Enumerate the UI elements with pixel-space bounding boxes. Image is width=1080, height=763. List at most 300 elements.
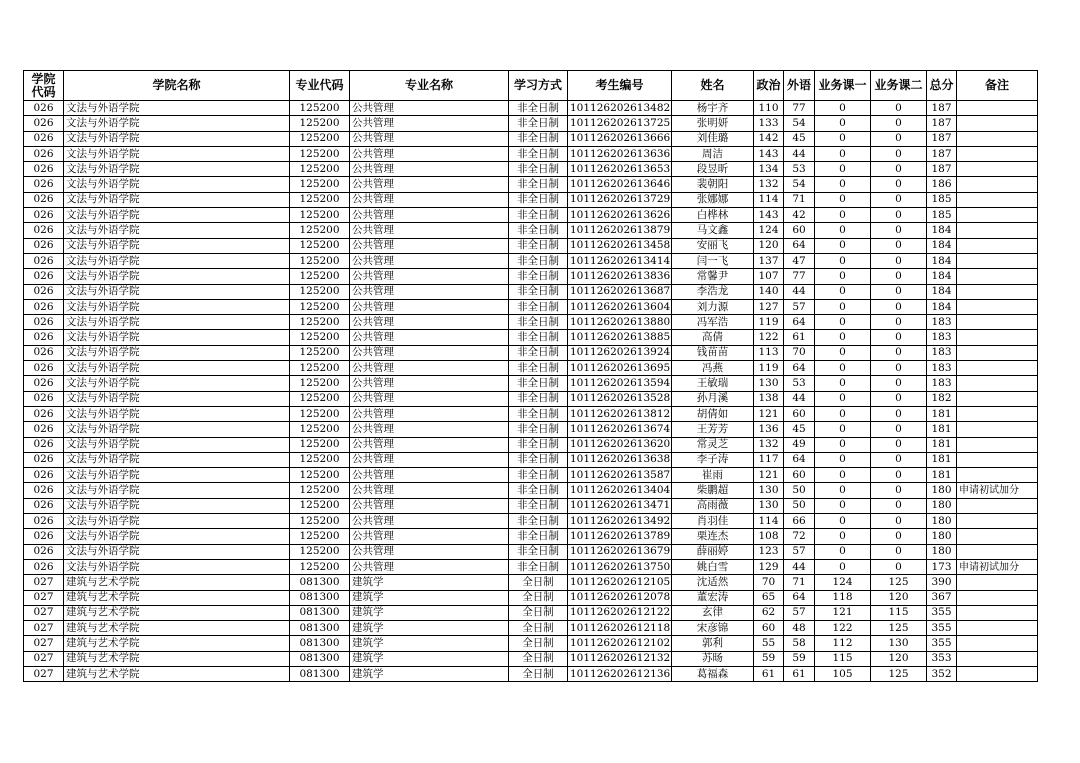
- cell-study-mode: 全日制: [509, 605, 568, 620]
- cell-college-name: 文法与外语学院: [64, 208, 290, 223]
- cell-total-score: 181: [927, 422, 957, 437]
- cell-candidate-number: 101126202613471: [568, 498, 672, 513]
- cell-candidate-number: 101126202613482: [568, 101, 672, 116]
- cell-name: 苏旸: [672, 651, 754, 666]
- cell-candidate-number: 101126202613880: [568, 315, 672, 330]
- cell-politics-score: 142: [754, 131, 784, 146]
- cell-total-score: 184: [927, 223, 957, 238]
- cell-subject-one-score: 122: [815, 621, 871, 636]
- cell-name: 常馨尹: [672, 269, 754, 284]
- cell-politics-score: 55: [754, 636, 784, 651]
- cell-college-code: 026: [24, 498, 64, 513]
- cell-study-mode: 非全日制: [509, 391, 568, 406]
- cell-subject-one-score: 0: [815, 376, 871, 391]
- cell-college-name: 建筑与艺术学院: [64, 636, 290, 651]
- table-row: [24, 406, 1038, 421]
- header-total: 总分: [927, 71, 957, 101]
- table-row: [24, 131, 1038, 146]
- cell-study-mode: 非全日制: [509, 284, 568, 299]
- cell-candidate-number: 101126202613653: [568, 162, 672, 177]
- cell-major-name: 公共管理: [350, 253, 509, 268]
- cell-politics-score: 123: [754, 544, 784, 559]
- cell-college-code: 026: [24, 406, 64, 421]
- cell-major-name: 建筑学: [350, 575, 509, 590]
- cell-college-code: 027: [24, 621, 64, 636]
- cell-study-mode: 非全日制: [509, 315, 568, 330]
- header-name: 姓名: [672, 71, 754, 101]
- table-row: [24, 315, 1038, 330]
- header-major-name: 专业名称: [350, 71, 509, 101]
- cell-subject-two-score: 125: [871, 575, 927, 590]
- cell-name: 刘佳璐: [672, 131, 754, 146]
- cell-major-code: 125200: [290, 101, 350, 116]
- cell-subject-one-score: 0: [815, 177, 871, 192]
- cell-major-name: 公共管理: [350, 376, 509, 391]
- cell-college-name: 文法与外语学院: [64, 269, 290, 284]
- cell-college-code: 026: [24, 223, 64, 238]
- header-subject-one: 业务课一: [815, 71, 871, 101]
- cell-college-name: 文法与外语学院: [64, 559, 290, 574]
- cell-remarks: [957, 284, 1038, 299]
- cell-name: 钱苗苗: [672, 345, 754, 360]
- cell-subject-one-score: 115: [815, 651, 871, 666]
- cell-major-name: 建筑学: [350, 636, 509, 651]
- cell-candidate-number: 101126202613646: [568, 177, 672, 192]
- cell-subject-one-score: 0: [815, 514, 871, 529]
- cell-subject-two-score: 125: [871, 666, 927, 681]
- cell-major-name: 公共管理: [350, 238, 509, 253]
- table-row: [24, 223, 1038, 238]
- cell-college-name: 建筑与艺术学院: [64, 605, 290, 620]
- table-row: [24, 559, 1038, 574]
- cell-candidate-number: 101126202613695: [568, 361, 672, 376]
- cell-study-mode: 非全日制: [509, 422, 568, 437]
- cell-foreign-language-score: 44: [784, 284, 815, 299]
- cell-foreign-language-score: 42: [784, 208, 815, 223]
- cell-subject-one-score: 0: [815, 345, 871, 360]
- cell-major-name: 公共管理: [350, 544, 509, 559]
- cell-name: 李子涛: [672, 452, 754, 467]
- cell-study-mode: 非全日制: [509, 345, 568, 360]
- cell-name: 葛福森: [672, 666, 754, 681]
- cell-politics-score: 137: [754, 253, 784, 268]
- cell-subject-one-score: 124: [815, 575, 871, 590]
- cell-name: 宋彦锦: [672, 621, 754, 636]
- cell-name: 刘力源: [672, 299, 754, 314]
- cell-total-score: 187: [927, 146, 957, 161]
- table-row: [24, 101, 1038, 116]
- cell-college-name: 文法与外语学院: [64, 514, 290, 529]
- cell-remarks: [957, 238, 1038, 253]
- cell-major-name: 公共管理: [350, 162, 509, 177]
- table-row: [24, 391, 1038, 406]
- cell-foreign-language-score: 50: [784, 498, 815, 513]
- cell-subject-two-score: 0: [871, 238, 927, 253]
- cell-subject-one-score: 0: [815, 253, 871, 268]
- cell-total-score: 183: [927, 361, 957, 376]
- cell-foreign-language-score: 53: [784, 376, 815, 391]
- cell-major-name: 公共管理: [350, 101, 509, 116]
- cell-candidate-number: 101126202613674: [568, 422, 672, 437]
- header-candidate-number: 考生编号: [568, 71, 672, 101]
- cell-foreign-language-score: 58: [784, 636, 815, 651]
- cell-major-name: 公共管理: [350, 406, 509, 421]
- cell-name: 姚白雪: [672, 559, 754, 574]
- cell-politics-score: 70: [754, 575, 784, 590]
- cell-politics-score: 129: [754, 559, 784, 574]
- cell-candidate-number: 101126202613414: [568, 253, 672, 268]
- cell-subject-two-score: 0: [871, 116, 927, 131]
- cell-remarks: [957, 666, 1038, 681]
- cell-major-code: 125200: [290, 177, 350, 192]
- cell-study-mode: 非全日制: [509, 468, 568, 483]
- cell-subject-one-score: 0: [815, 223, 871, 238]
- cell-total-score: 185: [927, 208, 957, 223]
- cell-foreign-language-score: 44: [784, 146, 815, 161]
- cell-politics-score: 108: [754, 529, 784, 544]
- cell-subject-one-score: 0: [815, 498, 871, 513]
- table-row: [24, 514, 1038, 529]
- cell-total-score: 184: [927, 299, 957, 314]
- cell-candidate-number: 101126202613679: [568, 544, 672, 559]
- cell-name: 李浩龙: [672, 284, 754, 299]
- cell-candidate-number: 101126202613587: [568, 468, 672, 483]
- cell-subject-one-score: 0: [815, 162, 871, 177]
- cell-remarks: [957, 651, 1038, 666]
- cell-subject-one-score: 0: [815, 544, 871, 559]
- cell-college-name: 文法与外语学院: [64, 345, 290, 360]
- cell-study-mode: 非全日制: [509, 177, 568, 192]
- cell-subject-two-score: 0: [871, 468, 927, 483]
- cell-study-mode: 非全日制: [509, 101, 568, 116]
- cell-major-code: 125200: [290, 559, 350, 574]
- cell-candidate-number: 101126202613492: [568, 514, 672, 529]
- table-row: [24, 468, 1038, 483]
- cell-total-score: 353: [927, 651, 957, 666]
- cell-subject-one-score: 0: [815, 146, 871, 161]
- cell-remarks: [957, 544, 1038, 559]
- cell-candidate-number: 101126202613638: [568, 452, 672, 467]
- cell-subject-two-score: 0: [871, 544, 927, 559]
- cell-remarks: [957, 192, 1038, 207]
- cell-subject-one-score: 112: [815, 636, 871, 651]
- cell-major-name: 公共管理: [350, 177, 509, 192]
- cell-college-name: 文法与外语学院: [64, 315, 290, 330]
- cell-remarks: [957, 575, 1038, 590]
- cell-candidate-number: 101126202613836: [568, 269, 672, 284]
- cell-study-mode: 全日制: [509, 666, 568, 681]
- cell-foreign-language-score: 72: [784, 529, 815, 544]
- cell-politics-score: 110: [754, 101, 784, 116]
- cell-politics-score: 119: [754, 361, 784, 376]
- cell-major-name: 公共管理: [350, 116, 509, 131]
- cell-major-code: 125200: [290, 391, 350, 406]
- cell-college-name: 文法与外语学院: [64, 361, 290, 376]
- cell-name: 张明妍: [672, 116, 754, 131]
- cell-politics-score: 121: [754, 468, 784, 483]
- cell-major-name: 公共管理: [350, 315, 509, 330]
- cell-remarks: [957, 468, 1038, 483]
- cell-major-code: 125200: [290, 406, 350, 421]
- cell-major-code: 125200: [290, 162, 350, 177]
- cell-total-score: 184: [927, 269, 957, 284]
- cell-politics-score: 122: [754, 330, 784, 345]
- cell-remarks: [957, 361, 1038, 376]
- cell-candidate-number: 101126202613879: [568, 223, 672, 238]
- table-row: [24, 361, 1038, 376]
- cell-major-code: 081300: [290, 621, 350, 636]
- cell-candidate-number: 101126202612122: [568, 605, 672, 620]
- cell-name: 沈适然: [672, 575, 754, 590]
- cell-major-name: 公共管理: [350, 208, 509, 223]
- cell-subject-one-score: 0: [815, 284, 871, 299]
- cell-study-mode: 非全日制: [509, 452, 568, 467]
- cell-candidate-number: 101126202612118: [568, 621, 672, 636]
- cell-college-name: 建筑与艺术学院: [64, 621, 290, 636]
- cell-college-name: 文法与外语学院: [64, 330, 290, 345]
- cell-college-code: 026: [24, 514, 64, 529]
- cell-college-code: 027: [24, 605, 64, 620]
- table-row: [24, 116, 1038, 131]
- cell-subject-two-score: 0: [871, 529, 927, 544]
- cell-remarks: [957, 605, 1038, 620]
- header-college-code: 学院代码: [24, 71, 64, 101]
- cell-subject-two-score: 125: [871, 621, 927, 636]
- cell-foreign-language-score: 48: [784, 621, 815, 636]
- cell-college-name: 文法与外语学院: [64, 437, 290, 452]
- cell-major-name: 公共管理: [350, 437, 509, 452]
- cell-candidate-number: 101126202613528: [568, 391, 672, 406]
- cell-major-code: 125200: [290, 345, 350, 360]
- cell-major-name: 公共管理: [350, 483, 509, 498]
- table-row: [24, 422, 1038, 437]
- cell-name: 柴鹏超: [672, 483, 754, 498]
- cell-college-name: 文法与外语学院: [64, 253, 290, 268]
- cell-name: 高雨薇: [672, 498, 754, 513]
- cell-candidate-number: 101126202613636: [568, 146, 672, 161]
- table-row: [24, 452, 1038, 467]
- cell-remarks: [957, 406, 1038, 421]
- cell-college-name: 文法与外语学院: [64, 131, 290, 146]
- cell-college-name: 文法与外语学院: [64, 483, 290, 498]
- cell-subject-one-score: 0: [815, 422, 871, 437]
- table-row: [24, 621, 1038, 636]
- cell-name: 段昱昕: [672, 162, 754, 177]
- cell-politics-score: 134: [754, 162, 784, 177]
- cell-remarks: [957, 376, 1038, 391]
- cell-college-name: 建筑与艺术学院: [64, 651, 290, 666]
- cell-study-mode: 非全日制: [509, 544, 568, 559]
- cell-candidate-number: 101126202612102: [568, 636, 672, 651]
- cell-foreign-language-score: 47: [784, 253, 815, 268]
- cell-major-code: 081300: [290, 575, 350, 590]
- cell-major-code: 125200: [290, 514, 350, 529]
- cell-college-name: 文法与外语学院: [64, 116, 290, 131]
- cell-major-code: 125200: [290, 529, 350, 544]
- cell-study-mode: 非全日制: [509, 376, 568, 391]
- cell-foreign-language-score: 70: [784, 345, 815, 360]
- cell-college-name: 文法与外语学院: [64, 406, 290, 421]
- cell-name: 董宏涛: [672, 590, 754, 605]
- cell-study-mode: 全日制: [509, 651, 568, 666]
- header-remarks: 备注: [957, 71, 1038, 101]
- cell-candidate-number: 101126202613924: [568, 345, 672, 360]
- cell-foreign-language-score: 64: [784, 315, 815, 330]
- cell-politics-score: 136: [754, 422, 784, 437]
- cell-politics-score: 107: [754, 269, 784, 284]
- cell-subject-one-score: 0: [815, 437, 871, 452]
- cell-subject-two-score: 130: [871, 636, 927, 651]
- cell-subject-one-score: 0: [815, 299, 871, 314]
- cell-subject-two-score: 0: [871, 391, 927, 406]
- cell-candidate-number: 101126202613885: [568, 330, 672, 345]
- cell-foreign-language-score: 61: [784, 330, 815, 345]
- cell-major-code: 081300: [290, 636, 350, 651]
- cell-foreign-language-score: 64: [784, 590, 815, 605]
- cell-foreign-language-score: 45: [784, 422, 815, 437]
- cell-total-score: 180: [927, 483, 957, 498]
- cell-subject-one-score: 0: [815, 269, 871, 284]
- cell-name: 冯燕: [672, 361, 754, 376]
- cell-subject-two-score: 120: [871, 651, 927, 666]
- cell-candidate-number: 101126202613626: [568, 208, 672, 223]
- cell-major-name: 公共管理: [350, 391, 509, 406]
- cell-candidate-number: 101126202612136: [568, 666, 672, 681]
- cell-college-code: 026: [24, 452, 64, 467]
- cell-total-score: 181: [927, 468, 957, 483]
- table-row: [24, 284, 1038, 299]
- cell-foreign-language-score: 57: [784, 605, 815, 620]
- table-row: [24, 483, 1038, 498]
- cell-politics-score: 127: [754, 299, 784, 314]
- cell-major-code: 125200: [290, 116, 350, 131]
- cell-candidate-number: 101126202613750: [568, 559, 672, 574]
- cell-study-mode: 非全日制: [509, 238, 568, 253]
- cell-politics-score: 114: [754, 192, 784, 207]
- cell-college-code: 027: [24, 636, 64, 651]
- cell-college-name: 文法与外语学院: [64, 284, 290, 299]
- cell-college-name: 文法与外语学院: [64, 101, 290, 116]
- table-row: [24, 299, 1038, 314]
- cell-college-code: 026: [24, 345, 64, 360]
- cell-politics-score: 130: [754, 376, 784, 391]
- cell-major-code: 125200: [290, 131, 350, 146]
- cell-remarks: [957, 636, 1038, 651]
- cell-college-code: 026: [24, 284, 64, 299]
- cell-study-mode: 全日制: [509, 575, 568, 590]
- cell-total-score: 173: [927, 559, 957, 574]
- cell-politics-score: 130: [754, 498, 784, 513]
- cell-candidate-number: 101126202613789: [568, 529, 672, 544]
- cell-politics-score: 60: [754, 621, 784, 636]
- table-row: [24, 666, 1038, 681]
- table-row: [24, 162, 1038, 177]
- cell-candidate-number: 101126202613729: [568, 192, 672, 207]
- cell-subject-two-score: 0: [871, 559, 927, 574]
- cell-major-code: 125200: [290, 437, 350, 452]
- cell-major-code: 081300: [290, 590, 350, 605]
- cell-total-score: 182: [927, 391, 957, 406]
- cell-foreign-language-score: 44: [784, 391, 815, 406]
- cell-foreign-language-score: 57: [784, 299, 815, 314]
- cell-candidate-number: 101126202612132: [568, 651, 672, 666]
- cell-subject-one-score: 0: [815, 192, 871, 207]
- cell-major-code: 125200: [290, 269, 350, 284]
- cell-college-code: 026: [24, 559, 64, 574]
- cell-college-code: 026: [24, 238, 64, 253]
- cell-college-code: 026: [24, 361, 64, 376]
- cell-major-name: 公共管理: [350, 146, 509, 161]
- cell-politics-score: 114: [754, 514, 784, 529]
- cell-study-mode: 非全日制: [509, 529, 568, 544]
- cell-major-code: 081300: [290, 605, 350, 620]
- cell-foreign-language-score: 77: [784, 101, 815, 116]
- cell-subject-one-score: 121: [815, 605, 871, 620]
- cell-study-mode: 非全日制: [509, 483, 568, 498]
- cell-college-code: 026: [24, 208, 64, 223]
- cell-remarks: [957, 590, 1038, 605]
- cell-politics-score: 124: [754, 223, 784, 238]
- cell-total-score: 390: [927, 575, 957, 590]
- cell-name: 肖羽佳: [672, 514, 754, 529]
- cell-candidate-number: 101126202613725: [568, 116, 672, 131]
- score-table: [23, 70, 1038, 682]
- cell-subject-two-score: 0: [871, 223, 927, 238]
- cell-name: 冯军浩: [672, 315, 754, 330]
- cell-remarks: [957, 621, 1038, 636]
- cell-foreign-language-score: 64: [784, 361, 815, 376]
- cell-major-name: 建筑学: [350, 621, 509, 636]
- header-college-name: 学院名称: [64, 71, 290, 101]
- cell-subject-one-score: 0: [815, 391, 871, 406]
- cell-name: 常灵芝: [672, 437, 754, 452]
- cell-name: 白桦林: [672, 208, 754, 223]
- cell-remarks: 申请初试加分: [957, 483, 1038, 498]
- cell-subject-two-score: 0: [871, 315, 927, 330]
- cell-subject-one-score: 105: [815, 666, 871, 681]
- cell-major-name: 公共管理: [350, 498, 509, 513]
- cell-subject-one-score: 0: [815, 315, 871, 330]
- cell-remarks: [957, 146, 1038, 161]
- cell-study-mode: 非全日制: [509, 437, 568, 452]
- cell-major-code: 125200: [290, 299, 350, 314]
- cell-politics-score: 59: [754, 651, 784, 666]
- cell-total-score: 355: [927, 621, 957, 636]
- cell-politics-score: 132: [754, 437, 784, 452]
- cell-major-name: 建筑学: [350, 605, 509, 620]
- header-row: [24, 71, 1038, 101]
- cell-major-code: 125200: [290, 253, 350, 268]
- cell-college-code: 027: [24, 666, 64, 681]
- cell-remarks: [957, 452, 1038, 467]
- cell-candidate-number: 101126202613404: [568, 483, 672, 498]
- table-row: [24, 437, 1038, 452]
- cell-college-code: 027: [24, 590, 64, 605]
- cell-name: 闫一飞: [672, 253, 754, 268]
- cell-name: 胡倩如: [672, 406, 754, 421]
- cell-remarks: [957, 299, 1038, 314]
- cell-college-code: 026: [24, 177, 64, 192]
- cell-study-mode: 非全日制: [509, 406, 568, 421]
- cell-college-name: 文法与外语学院: [64, 177, 290, 192]
- cell-name: 安丽飞: [672, 238, 754, 253]
- cell-name: 崔雨: [672, 468, 754, 483]
- cell-total-score: 180: [927, 498, 957, 513]
- cell-remarks: [957, 162, 1038, 177]
- cell-college-code: 026: [24, 376, 64, 391]
- cell-subject-one-score: 0: [815, 406, 871, 421]
- table-row: [24, 345, 1038, 360]
